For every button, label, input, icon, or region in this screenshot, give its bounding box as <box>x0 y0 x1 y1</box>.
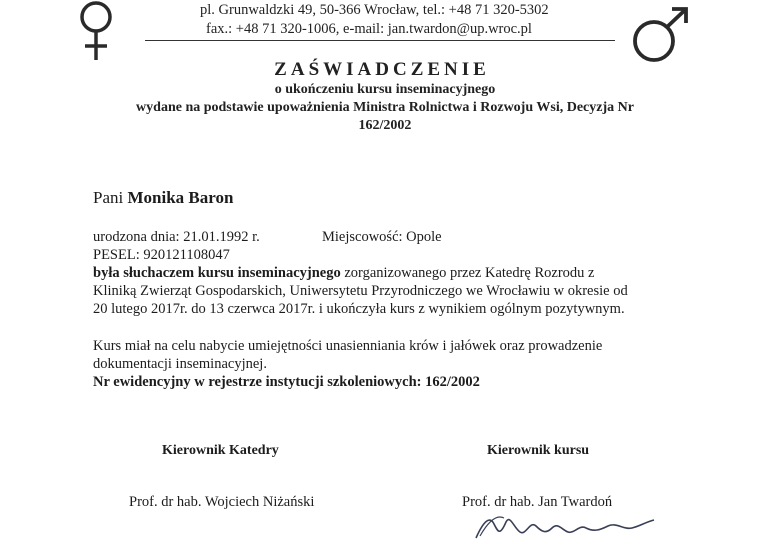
female-symbol-icon <box>74 0 118 64</box>
recipient-salutation: Pani <box>93 188 124 207</box>
right-signatory-name: Prof. dr hab. Jan Twardoń <box>462 494 613 510</box>
course-line3: 20 lutego 2017r. do 13 czerwca 2017r. i ukończyła kurs z wynikiem ogólnym pozytywnym. <box>93 301 625 317</box>
course-line1 <box>93 264 677 282</box>
right-signatory-title: Kierownik kursu <box>487 443 590 458</box>
birth-date: urodzona dnia: 21.01.1992 r. <box>93 229 260 245</box>
course-lead: była słuchaczem kursu inseminacyjnego <box>93 265 341 281</box>
left-signatory-title: Kierownik Katedry <box>162 443 279 458</box>
course-aim-line2: dokumentacji inseminacyjnej. <box>93 356 267 372</box>
handwritten-signature-icon <box>470 510 660 540</box>
left-signatory-name: Prof. dr hab. Wojciech Niżański <box>129 494 315 510</box>
birth-place: Miejscowość: Opole <box>322 229 442 245</box>
course-aim-line1: Kurs miał na celu nabycie umiejętności unasienniania krów i jałówek oraz prowadzenie <box>93 338 603 354</box>
recipient-greeting <box>93 188 233 208</box>
certificate-authority-line2: 162/2002 <box>358 118 412 133</box>
certificate-authority-line1: wydane na podstawie upoważnienia Ministra Rolnictwa i Rozwoju Wsi, Decyzja Nr <box>136 100 634 115</box>
registry-number: Nr ewidencyjny w rejestrze instytucji szkoleniowych: 162/2002 <box>93 374 480 390</box>
header-address: pl. Grunwaldzki 49, 50-366 Wrocław, tel.: +48 71 320-5302 <box>200 2 549 18</box>
pesel-number: PESEL: 920121108047 <box>93 247 230 263</box>
male-symbol-icon <box>628 4 692 66</box>
course-line2: Kliniką Zwierząt Gospodarskich, Uniwersytetu Przyrodniczego we Wrocławiu w okresie od <box>93 283 628 299</box>
header-contact: fax.: +48 71 320-1006, e-mail: jan.twardon@up.wroc.pl <box>206 21 532 37</box>
course-line1-rest: zorganizowanego przez Katedrę Rozrodu z <box>344 265 595 281</box>
header-divider <box>145 40 615 41</box>
recipient-name: Monika Baron <box>127 188 234 207</box>
certificate-subtitle: o ukończeniu kursu inseminacyjnego <box>274 82 496 97</box>
certificate-title: ZAŚWIADCZENIE <box>274 59 490 80</box>
